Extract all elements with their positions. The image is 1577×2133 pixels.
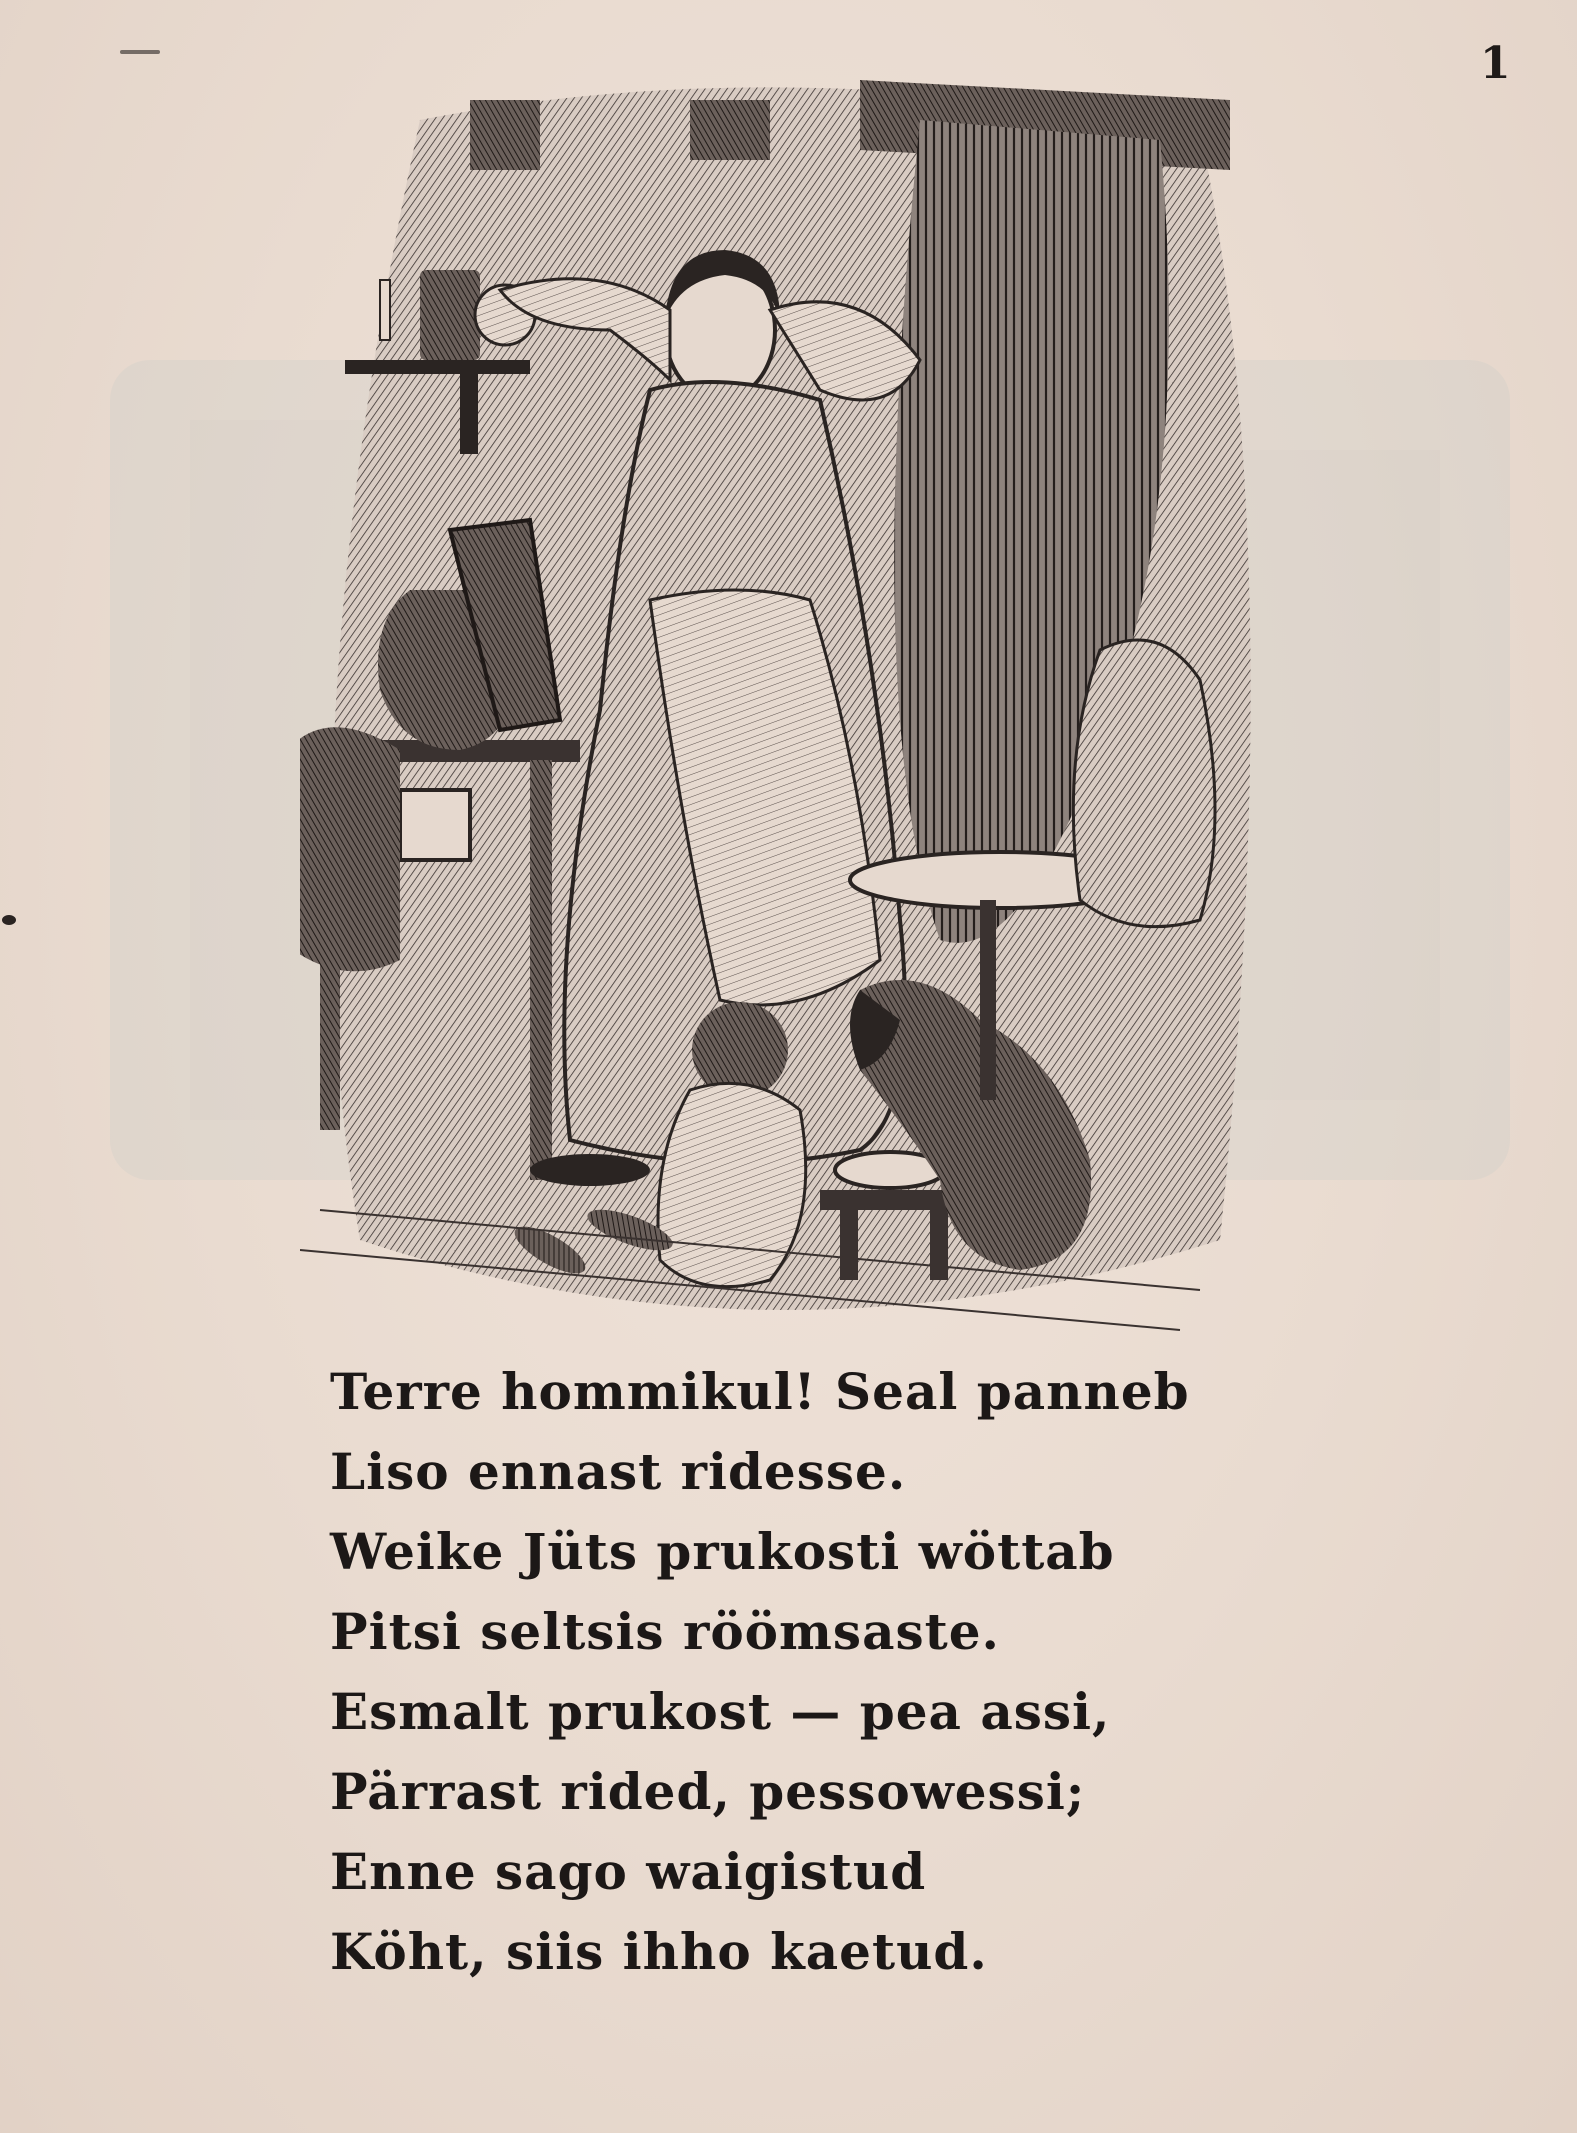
ink-speck (120, 50, 160, 54)
candle-icon (380, 280, 390, 340)
seated-figure (1073, 640, 1215, 927)
stool (820, 1190, 960, 1210)
verse-line: Weike Jüts prukosti wöttab (330, 1522, 1115, 1581)
ceiling-beam (690, 100, 770, 160)
verse-line: Liso ennast ridesse. (330, 1442, 907, 1501)
verse-line: Köht, siis ihho kaetud. (330, 1922, 988, 1981)
verse-line: Pitsi seltsis röömsaste. (330, 1602, 1000, 1661)
verse-line: Terre hommikul! Seal panneb (330, 1362, 1190, 1421)
ceiling-beam (470, 100, 540, 170)
verse-block (330, 1352, 1230, 1992)
ink-speck (2, 915, 16, 925)
page-number: 1 (1480, 38, 1511, 89)
verse-line: Pärrast rided, pessowessi; (330, 1762, 1086, 1821)
verse-line: Esmalt prukost — pea assi, (330, 1682, 1111, 1741)
engraving-illustration (300, 60, 1260, 1340)
wall-shelf (345, 360, 530, 374)
child-body (658, 1083, 806, 1286)
verse-line: Enne sago waigistud (330, 1842, 927, 1901)
tankard-icon (420, 270, 480, 360)
